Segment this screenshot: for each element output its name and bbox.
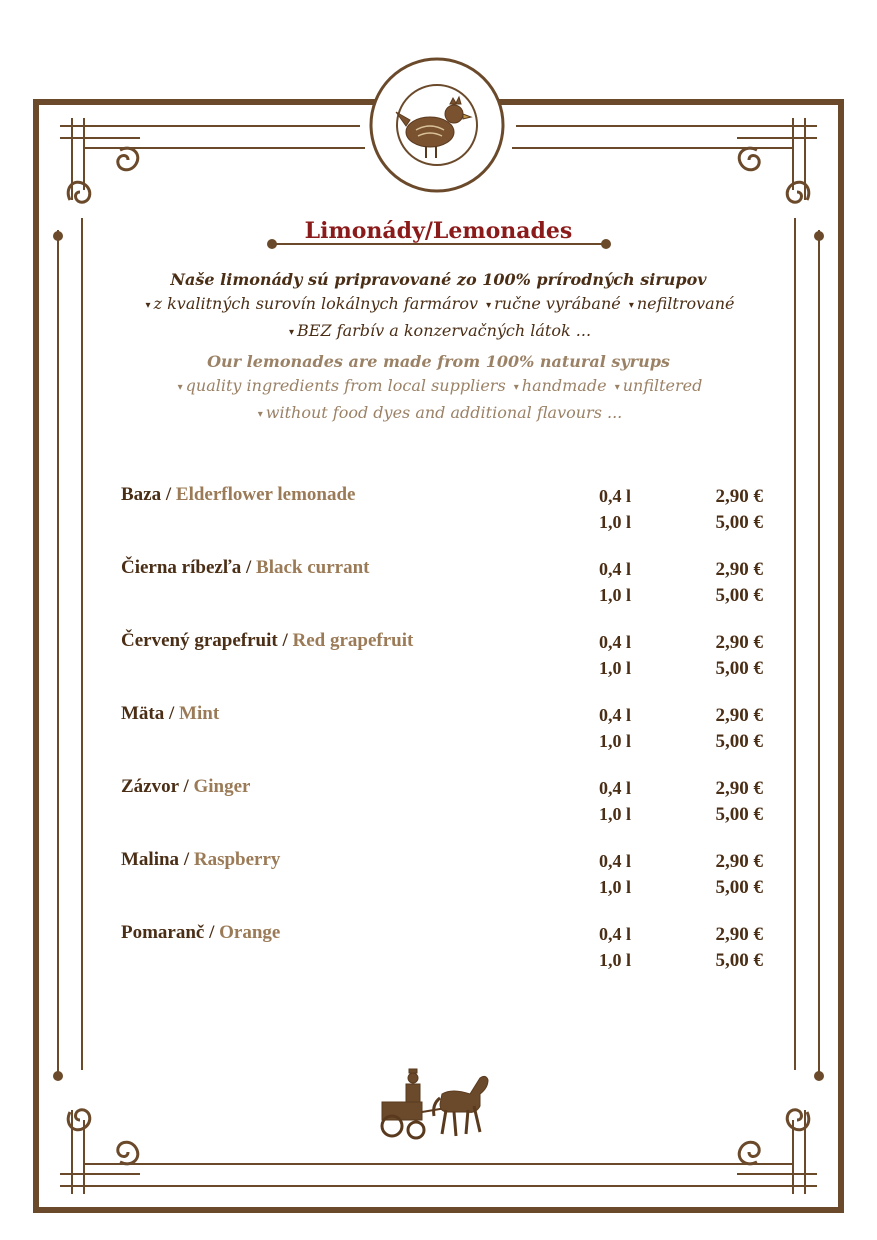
price-small: 2,90 € [715,559,763,580]
intro-en-feature: quality ingredients from local suppliers [185,376,506,395]
page-title: Limonády/Lemonades [304,218,573,244]
intro-sk-feature: nefiltrované [636,294,735,313]
intro-sk-features [0,292,877,319]
menu-item-raspberry [121,849,771,922]
menu-item-red-grapefruit [121,630,771,703]
triangle-bullet-icon: ▾ [257,409,263,420]
intro-sk-note: ▾ BEZ farbív a konzervačných látok ... [288,321,592,340]
intro-sk-feature: z kvalitných surovín lokálnych farmárov [153,294,478,313]
intro-en-feature: unfiltered [622,376,703,395]
price-small: 2,90 € [715,632,763,653]
intro-slovak [0,268,877,346]
triangle-bullet-icon: ▾ [288,327,294,338]
triangle-bullet-icon: ▾ [628,300,634,311]
intro-en-note: ▾ without food dyes and additional flavours ... [257,403,623,422]
volume-small: 0,4 l [599,778,632,798]
price-large: 5,00 € [715,585,763,606]
intro-en-feature: handmade [521,376,607,395]
intro-en-features [0,374,877,401]
price-small: 2,90 € [715,705,763,726]
price-small: 2,90 € [715,486,763,507]
volume-large: 1,0 l [599,950,632,970]
intro-sk-lead: Naše limonády sú pripravované zo 100% prírodných sirupov [170,270,707,289]
menu-item-elderflower [121,484,771,557]
item-name: Baza / Elderflower lemonade [121,484,356,505]
item-name: Malina / Raspberry [121,849,281,870]
volume-small: 0,4 l [599,559,632,579]
item-name: Mäta / Mint [121,703,220,724]
price-small: 2,90 € [715,778,763,799]
price-large: 5,00 € [715,658,763,679]
intro-english [0,350,877,428]
menu-item-black-currant [121,557,771,630]
volume-large: 1,0 l [599,804,632,824]
item-name: Červený grapefruit / Red grapefruit [121,630,414,651]
triangle-bullet-icon: ▾ [486,300,492,311]
price-small: 2,90 € [715,851,763,872]
triangle-bullet-icon: ▾ [513,382,519,393]
volume-small: 0,4 l [599,632,632,652]
volume-small: 0,4 l [599,705,632,725]
price-small: 2,90 € [715,924,763,945]
menu-item-orange [121,922,771,995]
volume-large: 1,0 l [599,658,632,678]
logo [368,56,506,194]
triangle-bullet-icon: ▾ [177,382,183,393]
volume-small: 0,4 l [599,924,632,944]
price-large: 5,00 € [715,877,763,898]
item-name: Pomaranč / Orange [121,922,281,943]
item-name: Zázvor / Ginger [121,776,251,797]
intro-sk-feature: ručne vyrábané [494,294,621,313]
volume-small: 0,4 l [599,851,632,871]
price-large: 5,00 € [715,731,763,752]
horse-carriage-icon [376,1064,500,1148]
menu-item-mint [121,703,771,776]
price-large: 5,00 € [715,804,763,825]
rooster-icon [368,56,506,194]
volume-large: 1,0 l [599,585,632,605]
volume-large: 1,0 l [599,512,632,532]
triangle-bullet-icon: ▾ [145,300,151,311]
volume-large: 1,0 l [599,731,632,751]
price-large: 5,00 € [715,512,763,533]
item-name: Čierna ríbezľa / Black currant [121,557,370,578]
volume-large: 1,0 l [599,877,632,897]
intro-en-lead: Our lemonades are made from 100% natural syrups [207,352,670,371]
menu-list [121,484,771,995]
menu-item-ginger [121,776,771,849]
triangle-bullet-icon: ▾ [614,382,620,393]
price-large: 5,00 € [715,950,763,971]
volume-small: 0,4 l [599,486,632,506]
